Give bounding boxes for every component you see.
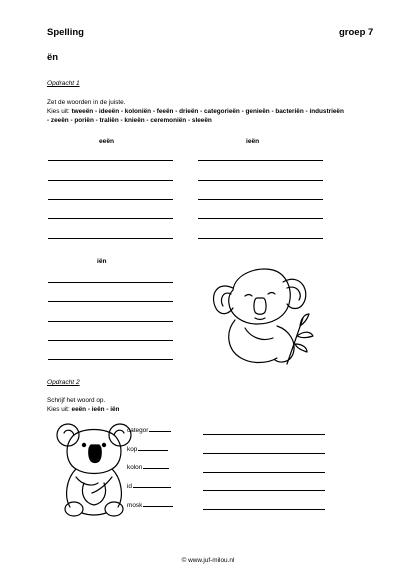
word-stem: id [127, 483, 132, 490]
answer-line[interactable] [48, 199, 173, 200]
group-label: groep 7 [339, 27, 374, 38]
answer-line[interactable] [48, 218, 173, 219]
column-header-ien: iën [97, 258, 107, 265]
answer-line[interactable] [203, 434, 325, 435]
task2-choices: eeën - ieën - iën [71, 406, 120, 413]
koala-branch-illustration [205, 258, 315, 368]
fill-blank[interactable] [143, 506, 173, 507]
word-stem: kolon [127, 464, 143, 471]
answer-line[interactable] [203, 490, 325, 491]
answer-line[interactable] [203, 453, 325, 454]
answer-line[interactable] [48, 238, 173, 239]
answer-line[interactable] [203, 509, 325, 510]
task2-choose-prefix: Kies uit: [47, 406, 70, 413]
fill-blank[interactable] [143, 468, 169, 469]
fill-blank[interactable] [149, 431, 171, 432]
answer-line[interactable] [198, 199, 323, 200]
answer-line[interactable] [198, 160, 323, 161]
task2-instruction: Schrijf het woord op. [47, 397, 106, 404]
word-item-kop [127, 446, 168, 453]
task1-words-line2: - zeeën - poriën - traliën - knieën - ceremoniën - sleeën [47, 117, 212, 124]
task1-words-line1: tweeën - ideeën - koloniën - feeën - drieën - categorieën - genieën - bacteriën - industrieën [71, 108, 344, 115]
answer-line[interactable] [203, 472, 325, 473]
column-header-ieen: ieën [246, 138, 260, 145]
answer-line[interactable] [48, 340, 173, 341]
fill-blank[interactable] [138, 450, 168, 451]
word-item-mosk [127, 502, 173, 509]
task1-instruction: Zet de woorden in de juiste. [47, 99, 126, 106]
answer-line[interactable] [48, 301, 173, 302]
word-stem: mosk [127, 502, 143, 509]
subject-title: Spelling [47, 27, 84, 38]
task1-choose-prefix: Kies uit: [47, 108, 70, 115]
task2-choice-list [47, 406, 119, 415]
word-stem: categor [127, 427, 149, 434]
fill-blank[interactable] [133, 487, 171, 488]
answer-line[interactable] [48, 282, 173, 283]
word-item-categor [127, 427, 171, 434]
answer-line[interactable] [198, 180, 323, 181]
word-item-id [127, 483, 171, 490]
page-title: ën [47, 52, 59, 63]
footer-copyright: © www.juf-milou.nl [181, 557, 235, 564]
column-header-eeen: eeën [99, 138, 115, 145]
koala-sitting-illustration [54, 421, 136, 521]
word-item-kolon [127, 464, 169, 471]
answer-line[interactable] [48, 180, 173, 181]
answer-line[interactable] [48, 321, 173, 322]
task1-word-list [47, 108, 377, 117]
word-stem: kop [127, 446, 138, 453]
answer-line[interactable] [198, 218, 323, 219]
answer-line[interactable] [48, 160, 173, 161]
answer-line[interactable] [198, 238, 323, 239]
task1-heading: Opdracht 1 [47, 80, 80, 87]
answer-line[interactable] [48, 359, 173, 360]
task2-heading: Opdracht 2 [47, 379, 80, 386]
